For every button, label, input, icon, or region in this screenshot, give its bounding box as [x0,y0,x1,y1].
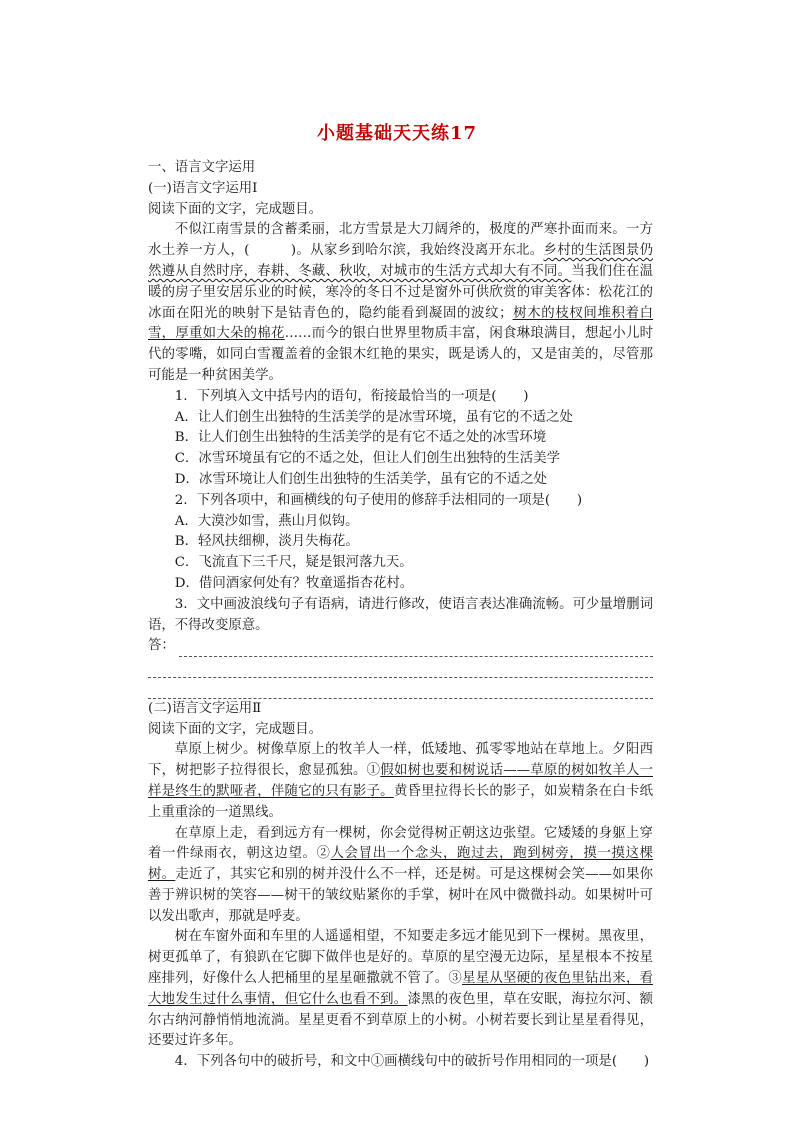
underlined-sentence-3: 星星从坚硬的夜色里钻出来，看大地发生过什么事情，但它什么也看不到。 [148,971,654,1007]
passage-paragraph [148,824,653,928]
passage-text: ……而今的银白世界里物质丰富，闲食琳琅满目，想起小儿时代的零嘴，如同白雪覆盖着的金银木红艳的果实，既是诱人的，又是宙美的，尽管那可能是一种贫困美学。 [148,326,654,383]
subsection-heading: (一)语言文字运用Ⅰ [148,180,258,196]
passage-text: 树在车窗外面和车里的人遥遥相望，不知要走多远才能见到下一棵树。黑夜里，树更孤单了，有狼趴在它脚下做伴也是好的。草原的星空漫无边际，星星根本不按星座排列，好像什么人把桶里的星星砸撒就不管了。③ [148,929,653,987]
passage-text: 漆黑的夜色里，草在安眠，海拉尔河、额尔古纳河静悄悄地流淌。星星更看不到草原上的小树。小树若要长到让星星看得见，还要过许多年。 [148,991,654,1049]
passage-text: 在草原上走，看到远方有一棵树，你会觉得树正朝这边张望。它矮矮的身躯上穿着一件绿雨衣，朝这边望。② [148,825,653,862]
answer-line[interactable] [148,657,653,678]
answer-label: 答： [148,638,175,654]
passage-text: 黄昏里拉得长长的影子，如炭精条在白卡纸上重重涂的一道黑线。 [148,783,654,820]
document-body [148,158,653,1073]
reading-instruction: 阅读下面的文字，完成题目。 [148,721,323,737]
underlined-sentence: 树木的枝杈间堆积着白雪，厚重如大朵的棉花 [148,305,654,342]
option-a: A．让人们创生出独特的生活美学的是冰雪环境，虽有它的不适之处 [174,409,573,425]
answer-area[interactable] [148,636,653,698]
option-a: A．大漠沙如雪，燕山月似钩。 [174,513,359,529]
underlined-sentence-1: 假如树也要和树说话——草原的树如牧羊人一样是终生的默哑者，伴随它的只有影子。 [148,763,654,799]
option-b: B．让人们创生出独特的生活美学的是有它不适之处的冰雪环境 [174,430,547,446]
answer-line[interactable] [148,678,653,699]
question-4: 4．下列各句中的破折号，和文中①画横线句中的破折号作用相同的一项是( ) [174,1054,650,1070]
section-heading: 一、语言文字运用 [148,160,256,175]
question-1: 1．下列填入文中括号内的语句，衔接最恰当的一项是( ) [174,388,529,404]
passage-paragraph [148,927,653,1052]
passage-text: 走近了，其实它和别的树并没什么不一样，还是树。可是这棵树会笑——如果你善于辨识树的笑容——树干的皱纹贴紧你的手掌，树叶在风中微微抖动。如果树叶可以发出歌声，那就是呼麦。 [148,867,653,924]
option-c: C．飞流直下三千尺，疑是银河落九天。 [174,555,413,571]
question-3: 3．文中画波浪线句子有语病，请进行修改，使语言表达准确流畅。可少量增删词语，不得改变原意。 [148,596,653,633]
option-d: D．冰雪环境让人们创生出独特的生活美学，虽有它的不适之处 [174,471,548,487]
passage-text: 当我们住在温暖的房子里安居乐业的时候，寒冷的冬日不过是窗外可供欣赏的审美客体：松花江的冰面在阳光的映射下是钴青色的，隐约能看到凝固的波纹； [148,263,653,321]
option-d: D．借问酒家何处有？牧童遥指杏花村。 [174,575,414,591]
passage-paragraph [148,740,653,823]
underlined-sentence-2: 人会冒出一个念头，跑过去，跑到树旁，摸一摸这棵树。 [148,846,654,883]
passage-paragraph [148,220,653,386]
answer-line[interactable] [148,636,653,657]
option-c: C．冰雪环境虽有它的不适之处，但让人们创生出独特的生活美学 [174,451,560,467]
page-title: 小题基础天天练17 [316,123,478,144]
question-2: 2．下列各项中，和画横线的句子使用的修辞手法相同的一项是( ) [174,492,583,508]
dotted-line [179,642,653,657]
reading-instruction: 阅读下面的文字，完成题目。 [148,201,323,217]
wavy-underlined-sentence: 乡村的生活图景仍然遵从自然时序，春耕、冬藏、秋收，对城市的生活方式却大有不同。 [148,243,654,279]
passage-text: 不似江南雪景的含蓄柔丽，北方雪景是大刀阔斧的，极度的严寒扑面而来。一方水土养一方人，( )。从家乡到哈尔滨，我始终没离开东北。 [148,222,653,259]
passage-text: 草原上树少。树像草原上的牧羊人一样，低矮地、孤零零地站在草地上。夕阳西下，树把影子拉得很长，愈显孤独。① [148,742,653,779]
subsection-heading: (二)语言文字运用Ⅱ [148,700,262,716]
option-b: B．轻风扶细柳，淡月失梅花。 [174,534,359,550]
